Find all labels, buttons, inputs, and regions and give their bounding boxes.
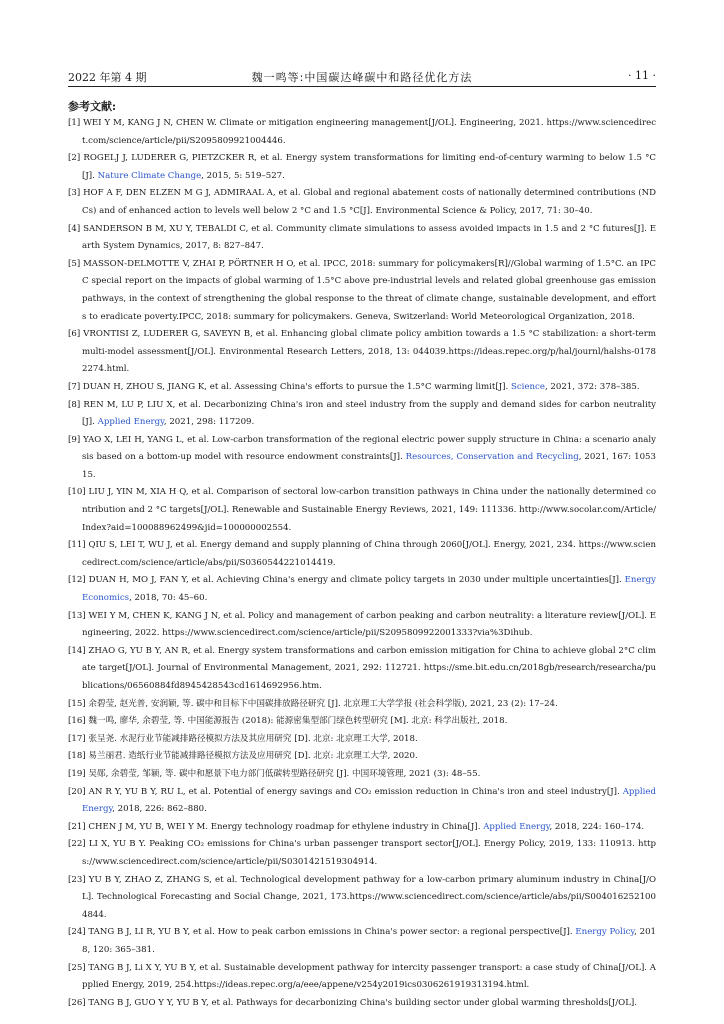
reference-tail: , 2015, 5: 519–527. xyxy=(201,170,285,181)
reference-text: WEI Y M, KANG J N, CHEN W. Climate or mitigation engineering management[J/OL]. Engineering, 2021. https://www.sciencedirect.com/science/article/pii/S2095809921004446. xyxy=(82,118,657,146)
reference-item xyxy=(68,784,656,819)
journal-link[interactable]: Applied Energy xyxy=(97,417,164,428)
journal-link[interactable]: Applied Energy xyxy=(483,821,550,832)
reference-item xyxy=(68,221,656,256)
reference-text: QIU S, LEI T, WU J, et al. Energy demand and supply planning of China through 2060[J/OL]. Energy, 2021, 234. https://www.sciencedirect.com/science/article/abs/pii/S0360544221014419. xyxy=(82,540,657,568)
reference-number: [19] xyxy=(68,768,89,779)
reference-item xyxy=(68,432,656,485)
reference-number: [3] xyxy=(68,188,84,199)
reference-item xyxy=(68,484,656,537)
reference-number: [26] xyxy=(68,997,89,1008)
reference-text: ZHAO G, YU B Y, AN R, et al. Energy system transformations and carbon emission mitigation for China to achieve global 2°C climate target[J/OL]. Journal of Environmental Management, 2021, 292: 112721. https://sme.bit.edu.cn/2018gb/research/researcha/publications/06560884fd8945428543cd1614692956.htm. xyxy=(82,645,656,691)
journal-link[interactable]: Science xyxy=(510,381,545,392)
reference-text: 魏一鸣, 廖华, 余碧莹, 等. 中国能源报告 (2018): 能源密集型部门绿色转型研究 [M]. 北京: 科学出版社, 2018. xyxy=(88,716,508,727)
reference-item xyxy=(68,326,656,379)
reference-text: 吴郧, 余碧莹, 邹颖, 等. 碳中和愿景下电力部门低碳转型路径研究 [J]. 中国环境管理, 2021 (3): 48–55. xyxy=(88,768,481,779)
reference-number: [25] xyxy=(68,962,89,973)
journal-link[interactable]: Energy Economics xyxy=(82,575,656,604)
reference-item xyxy=(68,731,656,749)
reference-item xyxy=(68,836,656,871)
reference-text: ROGELJ J, LUDERER G, PIETZCKER R, et al. Energy system transformations for limiting end-of-century warming to below 1.5 °C[J]. xyxy=(82,153,657,181)
reference-number: [18] xyxy=(68,751,89,762)
reference-text: HOF A F, DEN ELZEN M G J, ADMIRAAL A, et al. Global and regional abatement costs of nationally determined contributions (NDCs) and of enhanced action to levels well below 2 °C and 1.5 °C[J]. Environmental Science & Policy, 2017, 71: 30–40. xyxy=(82,188,657,216)
reference-number: [14] xyxy=(68,645,89,656)
reference-tail: , 2021, 167: 105315. xyxy=(82,452,656,480)
reference-number: [10] xyxy=(68,487,89,498)
reference-text: YU B Y, ZHAO Z, ZHANG S, et al. Technological development pathway for a low-carbon primary aluminum industry in China[J/OL]. Technological Forecasting and Social Change, 2021, 173.https://www.sciencedirect.com/science/article/abs/pii/S0040162521004844. xyxy=(82,874,657,920)
reference-text: TANG B J, Li X Y, YU B Y, et al. Sustainable development pathway for intercity passenger transport: a case study of China[J/OL]. Applied Energy, 2019, 254.https://ideas.repec.org/a/eee/appene/v254y2019ics0306261919313194.html. xyxy=(82,962,656,991)
reference-text: TANG B J, LI R, YU B Y, et al. How to peak carbon emissions in China's power sector: a regional perspective[J]. xyxy=(88,927,576,938)
reference-text: AN R Y, YU B Y, RU L, et al. Potential of energy savings and CO₂ emission reduction in China's iron and steel industry[J]. xyxy=(88,786,623,797)
reference-number: [2] xyxy=(68,153,84,164)
reference-item xyxy=(68,995,656,1013)
reference-list xyxy=(68,115,656,1012)
reference-text: LIU J, YIN M, XIA H Q, et al. Comparison of sectoral low-carbon transition pathways in China under the nationally determined contribution and 2 °C targets[J/OL]. Renewable and Sustainable Energy Reviews, 2021, 149: 111336. http://www.socolar.com/Article/Index?aid=100088962499&jid=100000002554. xyxy=(82,487,657,533)
reference-item xyxy=(68,185,656,220)
journal-link[interactable]: Resources, Conservation and Recycling xyxy=(405,452,579,463)
reference-number: [21] xyxy=(68,821,89,832)
journal-link[interactable]: Nature Climate Change xyxy=(97,170,202,181)
references-heading: 参考文献: xyxy=(68,100,117,113)
reference-item xyxy=(68,537,656,572)
reference-text: 易兰丽君. 造纸行业节能减排路径模拟方法及应用研究 [D]. 北京: 北京理工大学, 2020. xyxy=(88,751,418,762)
reference-text: TANG B J, GUO Y Y, YU B Y, et al. Pathways for decarbonizing China's building sector under global warming thresholds[J/OL]. xyxy=(88,997,637,1008)
reference-text: REN M, LU P, LIU X, et al. Decarbonizing China's iron and steel industry from the supply and demand sides for carbon neutrality[J]. xyxy=(82,399,656,428)
reference-number: [8] xyxy=(68,399,84,410)
issue-label: 2022 年第 4 期 xyxy=(68,71,147,84)
reference-item xyxy=(68,960,656,995)
reference-number: [4] xyxy=(68,223,84,234)
reference-item xyxy=(68,608,656,643)
reference-text: LI X, YU B Y. Peaking CO₂ emissions for China's urban passenger transport sector[J/OL]. Energy Policy, 2019, 133: 110913. https://www.sciencedirect.com/science/article/pii/S0301421519304914. xyxy=(82,839,656,867)
reference-number: [9] xyxy=(68,434,84,445)
running-title: 魏一鸣等:中国碳达峰碳中和路径优化方法 xyxy=(251,71,473,84)
reference-item xyxy=(68,696,656,714)
reference-number: [24] xyxy=(68,927,89,938)
reference-item xyxy=(68,819,656,837)
reference-item xyxy=(68,766,656,784)
reference-item xyxy=(68,748,656,766)
reference-text: DUAN H, MO J, FAN Y, et al. Achieving China's energy and climate policy targets in 2030 under multiple uncertainties[J]. xyxy=(88,575,625,586)
reference-text: CHEN J M, YU B, WEI Y M. Energy technology roadmap for ethylene industry in China[J]. xyxy=(88,821,484,832)
journal-link[interactable]: Energy Policy xyxy=(575,927,635,938)
reference-item xyxy=(68,115,656,150)
reference-text: VRONTISI Z, LUDERER G, SAVEYN B, et al. Enhancing global climate policy ambition towards a 1.5 °C stabilization: a short-term multi-model assessment[J/OL]. Environmental Research Letters, 2018, 13: 044039.https://ideas.repec.org/p/hal/journl/halshs-01782274.html. xyxy=(82,329,657,375)
reference-number: [23] xyxy=(68,874,89,885)
reference-item xyxy=(68,872,656,925)
reference-tail: , 2018, 224: 160–174. xyxy=(549,821,645,832)
running-header xyxy=(68,68,656,87)
page-number: · 11 · xyxy=(628,69,656,82)
reference-text: WEI Y M, CHEN K, KANG J N, et al. Policy and management of carbon peaking and carbon neutrality: a literature review[J/OL]. Engineering, 2022. https://www.sciencedirect.com/science/article/pii/S2095809922001333?via%3Dihub. xyxy=(82,610,657,639)
reference-number: [22] xyxy=(68,839,89,850)
reference-number: [16] xyxy=(68,716,89,727)
reference-item xyxy=(68,256,656,326)
reference-number: [7] xyxy=(68,381,83,392)
reference-text: MASSON-DELMOTTE V, ZHAI P, PÖRTNER H O, et al. IPCC, 2018: summary for policymakers[R]//Global warming of 1.5°C. an IPCC special report on the impacts of global warming of 1.5°C above pre-industrial levels and related global greenhouse gas emission pathways, in the context of strengthening the global response to the threat of climate change, sustainable development, and efforts to eradicate poverty.IPCC, 2018: summary for policymakers. Geneva, Switzerland: World Meteorological Organization, 2018. xyxy=(82,258,657,322)
reference-item xyxy=(68,379,656,397)
reference-number: [11] xyxy=(68,540,89,551)
reference-item xyxy=(68,572,656,607)
reference-item xyxy=(68,924,656,959)
reference-item xyxy=(68,150,656,185)
reference-number: [12] xyxy=(68,575,89,586)
reference-number: [13] xyxy=(68,610,89,621)
reference-tail: , 2021, 298: 117209. xyxy=(163,417,255,428)
reference-tail: , 2021, 372: 378–385. xyxy=(544,381,640,392)
reference-tail: , 2018, 226: 862–880. xyxy=(112,804,207,815)
reference-item xyxy=(68,643,656,696)
reference-number: [17] xyxy=(68,733,89,744)
reference-text: 余碧莹, 赵光普, 安润颖, 等. 碳中和目标下中国碳排放路径研究 [J]. 北京理工大学学报 (社会科学版), 2021, 23 (2): 17–24. xyxy=(88,698,558,709)
reference-text: 张呈尧. 水泥行业节能减排路径模拟方法及其应用研究 [D]. 北京: 北京理工大学, 2018. xyxy=(88,733,418,744)
reference-text: YAO X, LEI H, YANG L, et al. Low-carbon transformation of the regional electric power supply structure in China: a scenario analysis based on a bottom-up model with resource endowment constraints[J]. xyxy=(82,434,656,463)
reference-item xyxy=(68,397,656,432)
reference-number: [20] xyxy=(68,786,89,797)
reference-tail: , 2018, 70: 45–60. xyxy=(129,593,208,604)
reference-number: [6] xyxy=(68,329,84,340)
reference-number: [5] xyxy=(68,258,83,269)
reference-number: [1] xyxy=(68,118,84,128)
reference-text: DUAN H, ZHOU S, JIANG K, et al. Assessing China's efforts to pursue the 1.5°C warming limit[J]. xyxy=(82,381,511,392)
reference-number: [15] xyxy=(68,698,89,709)
reference-tail: , 2018, 120: 365–381. xyxy=(82,927,656,955)
reference-item xyxy=(68,713,656,731)
reference-text: SANDERSON B M, XU Y, TEBALDI C, et al. Community climate simulations to assess avoided impacts in 1.5 and 2 °C futures[J]. Earth System Dynamics, 2017, 8: 827–847. xyxy=(82,223,656,252)
journal-link[interactable]: Applied Energy xyxy=(82,786,656,815)
